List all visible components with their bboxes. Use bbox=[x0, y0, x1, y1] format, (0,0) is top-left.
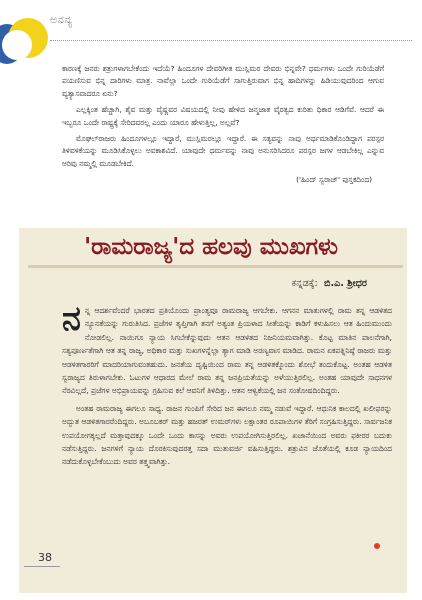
quote-source: ('ಹಿಂದ್ ಸ್ವರಾಜ್' ಪುಸ್ತಕದಿಂದ) bbox=[296, 175, 372, 185]
title-underline bbox=[28, 265, 403, 268]
footer-rule bbox=[24, 566, 60, 567]
byline-name: ಬಿ.ಎ. ಶ್ರೀಧರ bbox=[324, 278, 367, 289]
quote-paragraph-3: ಮೊಘಲ್‌ರಾಜರು ಹಿಂದೂಗಳಲ್ಲೂ ಇದ್ದಾರೆ, ಮುಸ್ಲಿಮರಲ್ಲೂ ಇದ್ದಾರೆ. ಈ ಸತ್ಯವನ್ನು ನಾವು ಅರ್ಥಮಾಡಿಕೊಂಡಿದ್ದಾಗ ಪರಸ್ಪರ ತಿಳಿವಳಿಕೆಯನ್ನು ಮೂಡಿಸಿಕೊಳ್ಳಲು ಅವಕಾಶವಿದೆ. ಯಾವುದೇ ಧರ್ಮವನ್ನು ನಾವು ಅನುಸರಿಸಿದರೂ ಪರಸ್ಪರ ಜಗಳ ಆಡಬೇಕಿಲ್ಲ ಎನ್ನುವ ಅರಿವು ನಮ್ಮಲ್ಲಿ ಮೂಡಬೇಕಿದೆ. bbox=[62, 134, 384, 168]
header-dotted-rule bbox=[50, 40, 412, 41]
article-paragraph-1-text: ನ್ನ ಆದರ್ಶವೆಂದರೆ ಭಾರತದ ಪ್ರತಿಯೊಂದು ಪ್ರಾಂತ್ಯವೂ ರಾಮರಾಜ್ಯ ಆಗಬೇಕು. ಆಗನನ ಮಾತುಗಳಲ್ಲಿ ರಾಮ ತನ್ನ ಆಡಳಿತದ ನ್ಯೂನತೆಯನ್ನು ಗುರುತಿಸಿದ. ಪ್ರಜೆಗಳ ತೃಪ್ತಿಗಾಗಿ ತನಗೆ ಅತ್ಯಂತ ಪ್ರಿಯಳಾದ ಸೀತೆಯನ್ನು ಕಾಡಿಗೆ ಕಳುಹಿಸಲು ಆತ ಹಿಂದುಮುಂದು ನೋಡಲಿಲ್ಲ. ನಾಯಿಗೂ ನ್ಯಾಯ ಸಿಗಬೇಕೆನ್ನುವುದು ಆತನ ಆಡಳಿತದ ನಿಜನಿಯಮವಾಗಿತ್ತು. ಕೊಟ್ಟ ಮಾತಿನ ಪಾಲನೆಗಾಗಿ, ಸತ್ಯಪೂರ್ಣತೆಗಾಗಿ ಆತ ತನ್ನ ರಾಜ್ಯ, ಅಧಿಕಾರ ಮತ್ತು ಸುಖಗಳನ್ನೆಲ್ಲಾ ತ್ಯಾಗ ಮಾಡಿ ಅರಣ್ಯವಾಸ ಮಾಡಿದ. ರಾಮನ ಏಕಪತ್ನಿನಿಷ್ಠೆ ರಾಜರು ಮತ್ತು ಆಡಳಿತಗಾರರಿಗೆ ಮಾದರಿಯಾಗುವಂತಹುದು. ಜನತೆಯ ದೃಷ್ಟಿಯಿಂದ ರಾಮ ತನ್ನ ಆಡಳಿತಕ್ಕೊಂದು ಶೋಭೆ ತಂದುಕೊಟ್ಟ. ಅಂತಹ ಆಡಳಿತ ಸ್ವರಾಜ್ಯದ ತಿರುಳಾಗಬೇಕು. ಓಟುಗಳ ಆಧಾರದ ಮೇಲೆ ರಾಮ ತನ್ನ ಜನಪ್ರಿಯತೆಯನ್ನು ಅಳೆಯುತ್ತಿರಲಿಲ್ಲ. ಅಂತಹ ಯಾವುದೇ ಸಾಧನಗಳ ನೆರವಿಲ್ಲದೆ, ಪ್ರಜೆಗಳ ಅಭಿಪ್ರಾಯವನ್ನು ಗ್ರಹಿಸುವ ಕಲೆ ಆವನಿಗೆ ತಿಳಿದಿತ್ತು. ಆತನ ಆಳ್ವಿಕೆಯಲ್ಲಿ ಜನ ಸಂತೋಷದಿಂದಿದ್ದರು. bbox=[62, 306, 392, 396]
article-body bbox=[62, 299, 392, 473]
quote-paragraph-1: ಕಾರಣಕ್ಕೆ ಜನರು ಶತ್ರುಗಳಾಗಬೇಕೆಂದು ಇದೆಯೆ? ಹಿಂದೂಗಳ ದೇವರಿಗೀತ ಮುಸ್ಲಿಮರ ದೇವರು ಭಿನ್ನವೇ? ಧರ್ಮಗಳು ಒಂದೇ ಗುರಿಯೆಡೆಗೆ ಪಯಣಿಸುವ ಭಿನ್ನ ದಾರಿಗಳು ಮಾತ್ರ. ನಾವೆಲ್ಲಾ ಒಂದೇ ಗುರಿಯೆಡೆಗೆ ಸಾಗುತ್ತಿರುವಾಗ ಭಿನ್ನ ಹಾದಿಗಳನ್ನು ಹಿಡಿಯುವುದರಿಂದ ಆಗುವ ವ್ಯತ್ಯಾಸವಾದರೂ ಏನು? bbox=[62, 64, 384, 98]
drop-cap: ನ bbox=[62, 299, 81, 339]
running-head-title: ಅನನ್ಯ bbox=[50, 13, 73, 26]
article-paragraph-1 bbox=[62, 299, 392, 398]
article-title: 'ರಾಮರಾಜ್ಯ'ದ ಹಲವು ಮುಖಗಳು bbox=[84, 233, 338, 260]
byline bbox=[292, 278, 367, 289]
corner-white-circle bbox=[2, 30, 32, 60]
page-number: 38 bbox=[38, 551, 52, 564]
article-paragraph-2: ಅಂತಹ ರಾಮರಾಜ್ಯ ಈಗಲೂ ಸಾಧ್ಯ. ರಾಜನ ಗುಂಪಿಗೆ ಸೇರಿದ ಜನ ಈಗಲೂ ನಮ್ಮ ನಡುವೆ ಇದ್ದಾರೆ. ಆಧುನಿಕ ಕಾಲದಲ್ಲಿ ಖಲೀಫರನ್ನು ಅದ್ಭುತ ಆಡಳಿತಗಾರರೆಂದಿದ್ದರು. ಅಬೂಬಕರ್ ಮತ್ತು ಹಜರತ್ ಉಮರ್‌ಗಳು ಲಕ್ಷಾಂತರ ರೂಪಾಯಿಗಳ ತೆರಿಗೆ ಸಂಗ್ರಹಿಸುತ್ತಿದ್ದರು. ಸಾರ್ವಜನಿಕ ಉಪಯೋಗಕ್ಕಲ್ಲದೆ ಮತ್ತಾವುದಕ್ಕೂ ಒಂದೇ ಒಂದು ಕಾಸನ್ನು ಅವರು ಉಪಯೋಗಿಸುತ್ತಿರಲಿಲ್ಲ. ಖಜಾನೆಯಿಂದ ಅವರು ಫಕೀರರ ಬದುಕು ನಡೆಸುತ್ತಿದ್ದರು. ಜನಗಳಿಗೆ ನ್ಯಾಯ ದೊರಕಿಸುವುದರತ್ತ ಸದಾ ಮುತುವರ್ಜಿ ವಹಿಸುತ್ತಿದ್ದರು. ಶತ್ರುವಿನ ಜೊತೆಯಲ್ಲಿ ಕೂಡ ನ್ಯಾಯದಿಂದ ನಡೆದುಕೊಳ್ಳಬೇಕೆಂಬುದು ಅವರ ತತ್ತ್ವವಾಗಿತ್ತು. bbox=[62, 403, 392, 467]
byline-label: ಕನ್ನಡಕ್ಕೆ: bbox=[291, 278, 318, 289]
gandhi-quote-block bbox=[62, 63, 384, 186]
quote-paragraph-2: ಎಲ್ಲಕ್ಕಿಂತ ಹೆಚ್ಚಾಗಿ, ಶೈವ ಮತ್ತು ವೈಷ್ಣವರ ವಿಷಯದಲ್ಲಿ ನೀವು ಹೇಳಿದ ಜನ್ಮಜಾತ ವೈರತ್ವದ ಕುರಿತು ಧಿಕಾರ ಆಡಿಗೆವೆ. ಆದರೆ ಈ ಇಬ್ಬರೂ ಒಂದೇ ರಾಷ್ಟ್ರಕ್ಕೆ ಸೇರಿದವರಲ್ಲ ಎಂದು ಯಾರೂ ಹೇಳುತ್ತಿಲ್ಲ, ಅಲ್ಲವೆ? bbox=[62, 105, 384, 127]
end-mark-dot bbox=[374, 543, 380, 549]
